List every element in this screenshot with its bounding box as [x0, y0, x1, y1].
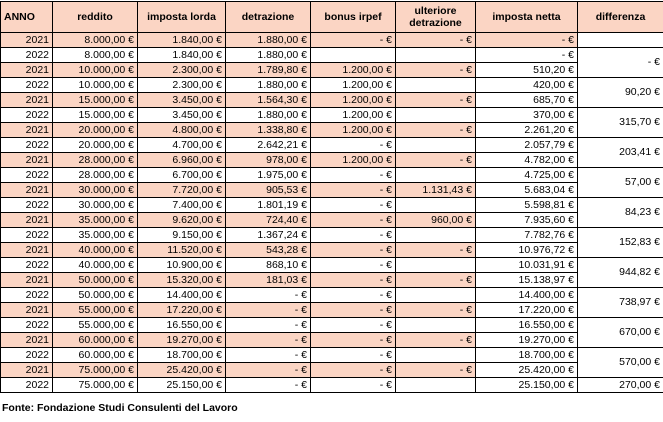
cell-reddito: 50.000,00 €: [53, 288, 138, 303]
cell-detrazione: 905,53 €: [226, 183, 311, 198]
cell-reddito: 40.000,00 €: [53, 243, 138, 258]
cell-anno: 2021: [1, 213, 53, 228]
cell-imposta-lorda: 1.840,00 €: [138, 48, 226, 63]
cell-imposta-netta: - €: [476, 33, 578, 48]
cell-anno: 2021: [1, 363, 53, 378]
cell-ulteriore-detrazione: - €: [396, 303, 476, 318]
cell-detrazione: 1.880,00 €: [226, 78, 311, 93]
cell-bonus-irpef: - €: [311, 228, 396, 243]
cell-imposta-lorda: 9.620,00 €: [138, 213, 226, 228]
cell-detrazione: 1.880,00 €: [226, 48, 311, 63]
cell-imposta-netta: 420,00 €: [476, 78, 578, 93]
cell-bonus-irpef: - €: [311, 138, 396, 153]
cell-ulteriore-detrazione: [396, 228, 476, 243]
cell-anno: 2022: [1, 198, 53, 213]
table-row: [1, 153, 663, 168]
cell-reddito: 28.000,00 €: [53, 153, 138, 168]
cell-reddito: 28.000,00 €: [53, 168, 138, 183]
cell-reddito: 60.000,00 €: [53, 348, 138, 363]
cell-detrazione: - €: [226, 363, 311, 378]
cell-anno: 2021: [1, 333, 53, 348]
cell-differenza: 152,83 €: [578, 228, 663, 258]
cell-ulteriore-detrazione: 1.131,43 €: [396, 183, 476, 198]
cell-reddito: 10.000,00 €: [53, 78, 138, 93]
cell-detrazione: 1.880,00 €: [226, 108, 311, 123]
cell-reddito: 15.000,00 €: [53, 108, 138, 123]
cell-imposta-lorda: 2.300,00 €: [138, 63, 226, 78]
source-note: Fonte: Fondazione Studi Consulenti del Lavoro: [2, 402, 238, 414]
cell-anno: 2021: [1, 33, 53, 48]
cell-imposta-netta: 4.725,00 €: [476, 168, 578, 183]
cell-differenza: 270,00 €: [578, 378, 663, 393]
cell-imposta-netta: 10.031,91 €: [476, 258, 578, 273]
cell-imposta-lorda: 4.700,00 €: [138, 138, 226, 153]
cell-reddito: 40.000,00 €: [53, 258, 138, 273]
cell-imposta-netta: 19.270,00 €: [476, 333, 578, 348]
cell-imposta-netta: 5.598,81 €: [476, 198, 578, 213]
cell-reddito: 30.000,00 €: [53, 183, 138, 198]
cell-detrazione: 868,10 €: [226, 258, 311, 273]
cell-differenza: 57,00 €: [578, 168, 663, 198]
table-row: [1, 78, 663, 93]
cell-imposta-netta: 4.782,00 €: [476, 153, 578, 168]
cell-detrazione: 543,28 €: [226, 243, 311, 258]
cell-reddito: 8.000,00 €: [53, 48, 138, 63]
cell-imposta-netta: 510,20 €: [476, 63, 578, 78]
cell-ulteriore-detrazione: - €: [396, 93, 476, 108]
cell-detrazione: - €: [226, 378, 311, 393]
cell-anno: 2021: [1, 183, 53, 198]
cell-imposta-netta: 2.261,20 €: [476, 123, 578, 138]
cell-bonus-irpef: - €: [311, 288, 396, 303]
cell-anno: 2021: [1, 303, 53, 318]
cell-imposta-lorda: 14.400,00 €: [138, 288, 226, 303]
cell-detrazione: 1.564,30 €: [226, 93, 311, 108]
cell-detrazione: 1.880,00 €: [226, 33, 311, 48]
cell-bonus-irpef: 1.200,00 €: [311, 153, 396, 168]
table-row: [1, 378, 663, 393]
cell-detrazione: 1.801,19 €: [226, 198, 311, 213]
cell-bonus-irpef: 1.200,00 €: [311, 123, 396, 138]
table-row: [1, 198, 663, 213]
cell-anno: 2022: [1, 348, 53, 363]
cell-imposta-lorda: 16.550,00 €: [138, 318, 226, 333]
cell-imposta-lorda: 15.320,00 €: [138, 273, 226, 288]
cell-ulteriore-detrazione: [396, 78, 476, 93]
table-row: [1, 303, 663, 318]
table-row: [1, 273, 663, 288]
cell-imposta-netta: 17.220,00 €: [476, 303, 578, 318]
cell-imposta-netta: 15.138,97 €: [476, 273, 578, 288]
cell-ulteriore-detrazione: - €: [396, 153, 476, 168]
table-row: [1, 138, 663, 153]
cell-reddito: 15.000,00 €: [53, 93, 138, 108]
cell-anno: 2022: [1, 378, 53, 393]
cell-ulteriore-detrazione: [396, 288, 476, 303]
cell-imposta-netta: 2.057,79 €: [476, 138, 578, 153]
header-anno: ANNO: [1, 2, 53, 33]
tax-comparison-table: [0, 1, 663, 393]
cell-imposta-lorda: 25.420,00 €: [138, 363, 226, 378]
cell-imposta-lorda: 17.220,00 €: [138, 303, 226, 318]
cell-differenza: 570,00 €: [578, 348, 663, 378]
cell-ulteriore-detrazione: [396, 138, 476, 153]
cell-bonus-irpef: - €: [311, 243, 396, 258]
cell-bonus-irpef: 1.200,00 €: [311, 78, 396, 93]
table-row: [1, 363, 663, 378]
cell-bonus-irpef: - €: [311, 318, 396, 333]
cell-bonus-irpef: - €: [311, 168, 396, 183]
cell-anno: 2021: [1, 63, 53, 78]
cell-reddito: 20.000,00 €: [53, 138, 138, 153]
cell-imposta-lorda: 3.450,00 €: [138, 108, 226, 123]
cell-ulteriore-detrazione: [396, 258, 476, 273]
cell-imposta-lorda: 7.720,00 €: [138, 183, 226, 198]
cell-imposta-netta: 370,00 €: [476, 108, 578, 123]
cell-imposta-lorda: 4.800,00 €: [138, 123, 226, 138]
cell-anno: 2022: [1, 288, 53, 303]
cell-differenza: - €: [578, 48, 663, 78]
cell-imposta-lorda: 7.400,00 €: [138, 198, 226, 213]
cell-detrazione: - €: [226, 348, 311, 363]
table-row: [1, 93, 663, 108]
cell-imposta-lorda: 3.450,00 €: [138, 93, 226, 108]
cell-imposta-netta: 25.420,00 €: [476, 363, 578, 378]
cell-bonus-irpef: - €: [311, 183, 396, 198]
cell-anno: 2022: [1, 318, 53, 333]
cell-imposta-netta: 18.700,00 €: [476, 348, 578, 363]
cell-reddito: 10.000,00 €: [53, 63, 138, 78]
cell-ulteriore-detrazione: [396, 168, 476, 183]
cell-detrazione: 1.975,00 €: [226, 168, 311, 183]
cell-anno: 2022: [1, 108, 53, 123]
cell-differenza: 84,23 €: [578, 198, 663, 228]
cell-detrazione: - €: [226, 318, 311, 333]
cell-detrazione: 2.642,21 €: [226, 138, 311, 153]
cell-ulteriore-detrazione: - €: [396, 333, 476, 348]
cell-bonus-irpef: - €: [311, 348, 396, 363]
cell-bonus-irpef: - €: [311, 273, 396, 288]
cell-differenza: 944,82 €: [578, 258, 663, 288]
cell-reddito: 75.000,00 €: [53, 378, 138, 393]
cell-imposta-netta: 5.683,04 €: [476, 183, 578, 198]
cell-detrazione: 1.367,24 €: [226, 228, 311, 243]
cell-anno: 2021: [1, 123, 53, 138]
cell-anno: 2021: [1, 243, 53, 258]
header-row: [1, 2, 663, 33]
cell-imposta-lorda: 6.700,00 €: [138, 168, 226, 183]
cell-bonus-irpef: - €: [311, 333, 396, 348]
cell-reddito: 55.000,00 €: [53, 303, 138, 318]
cell-bonus-irpef: - €: [311, 258, 396, 273]
cell-reddito: 20.000,00 €: [53, 123, 138, 138]
cell-ulteriore-detrazione: - €: [396, 243, 476, 258]
cell-anno: 2021: [1, 273, 53, 288]
table-row: [1, 243, 663, 258]
cell-ulteriore-detrazione: [396, 198, 476, 213]
cell-imposta-lorda: 1.840,00 €: [138, 33, 226, 48]
cell-bonus-irpef: - €: [311, 213, 396, 228]
table-row: [1, 63, 663, 78]
cell-detrazione: - €: [226, 303, 311, 318]
cell-ulteriore-detrazione: [396, 348, 476, 363]
cell-reddito: 60.000,00 €: [53, 333, 138, 348]
cell-anno: 2022: [1, 138, 53, 153]
cell-differenza: 670,00 €: [578, 318, 663, 348]
cell-ulteriore-detrazione: [396, 48, 476, 63]
cell-reddito: 35.000,00 €: [53, 213, 138, 228]
cell-differenza: 203,41 €: [578, 138, 663, 168]
cell-imposta-lorda: 10.900,00 €: [138, 258, 226, 273]
cell-ulteriore-detrazione: - €: [396, 273, 476, 288]
cell-bonus-irpef: - €: [311, 378, 396, 393]
table-body: [1, 33, 663, 393]
cell-differenza: 738,97 €: [578, 288, 663, 318]
cell-reddito: 50.000,00 €: [53, 273, 138, 288]
header-imposta-lorda: imposta lorda: [138, 2, 226, 33]
cell-imposta-lorda: 2.300,00 €: [138, 78, 226, 93]
cell-bonus-irpef: - €: [311, 198, 396, 213]
cell-anno: 2021: [1, 93, 53, 108]
table-row: [1, 168, 663, 183]
cell-ulteriore-detrazione: [396, 378, 476, 393]
cell-anno: 2022: [1, 48, 53, 63]
cell-imposta-lorda: 6.960,00 €: [138, 153, 226, 168]
cell-reddito: 55.000,00 €: [53, 318, 138, 333]
table-row: [1, 33, 663, 48]
cell-imposta-netta: 685,70 €: [476, 93, 578, 108]
cell-reddito: 75.000,00 €: [53, 363, 138, 378]
cell-detrazione: 181,03 €: [226, 273, 311, 288]
cell-differenza-empty: [578, 33, 663, 48]
cell-detrazione: - €: [226, 333, 311, 348]
cell-imposta-lorda: 18.700,00 €: [138, 348, 226, 363]
cell-imposta-netta: 16.550,00 €: [476, 318, 578, 333]
table-row: [1, 228, 663, 243]
cell-ulteriore-detrazione: 960,00 €: [396, 213, 476, 228]
cell-imposta-netta: 7.935,60 €: [476, 213, 578, 228]
table-row: [1, 213, 663, 228]
cell-detrazione: 978,00 €: [226, 153, 311, 168]
cell-imposta-lorda: 9.150,00 €: [138, 228, 226, 243]
cell-imposta-lorda: 25.150,00 €: [138, 378, 226, 393]
table-row: [1, 288, 663, 303]
cell-imposta-netta: 10.976,72 €: [476, 243, 578, 258]
cell-bonus-irpef: - €: [311, 303, 396, 318]
header-bonus-irpef: bonus irpef: [311, 2, 396, 33]
header-reddito: reddito: [53, 2, 138, 33]
cell-bonus-irpef: 1.200,00 €: [311, 63, 396, 78]
cell-imposta-netta: 7.782,76 €: [476, 228, 578, 243]
cell-ulteriore-detrazione: [396, 318, 476, 333]
header-imposta-netta: imposta netta: [476, 2, 578, 33]
cell-anno: 2022: [1, 258, 53, 273]
cell-detrazione: 1.338,80 €: [226, 123, 311, 138]
cell-reddito: 30.000,00 €: [53, 198, 138, 213]
cell-reddito: 35.000,00 €: [53, 228, 138, 243]
cell-imposta-lorda: 19.270,00 €: [138, 333, 226, 348]
cell-bonus-irpef: 1.200,00 €: [311, 93, 396, 108]
cell-detrazione: 1.789,80 €: [226, 63, 311, 78]
table-row: [1, 258, 663, 273]
cell-anno: 2021: [1, 153, 53, 168]
cell-differenza: 90,20 €: [578, 78, 663, 108]
table-row: [1, 183, 663, 198]
cell-ulteriore-detrazione: - €: [396, 63, 476, 78]
cell-imposta-netta: - €: [476, 48, 578, 63]
cell-bonus-irpef: - €: [311, 363, 396, 378]
header-ulteriore-detrazione: ulteriore detrazione: [396, 2, 476, 33]
cell-anno: 2022: [1, 228, 53, 243]
cell-ulteriore-detrazione: - €: [396, 363, 476, 378]
cell-imposta-netta: 14.400,00 €: [476, 288, 578, 303]
cell-ulteriore-detrazione: [396, 108, 476, 123]
table-row: [1, 123, 663, 138]
cell-reddito: 8.000,00 €: [53, 33, 138, 48]
table-row: [1, 333, 663, 348]
cell-imposta-netta: 25.150,00 €: [476, 378, 578, 393]
cell-anno: 2022: [1, 78, 53, 93]
cell-detrazione: 724,40 €: [226, 213, 311, 228]
cell-imposta-lorda: 11.520,00 €: [138, 243, 226, 258]
cell-ulteriore-detrazione: - €: [396, 123, 476, 138]
table-row: [1, 48, 663, 63]
cell-bonus-irpef: [311, 48, 396, 63]
header-differenza: differenza: [578, 2, 663, 33]
cell-detrazione: - €: [226, 288, 311, 303]
table-row: [1, 108, 663, 123]
table-row: [1, 348, 663, 363]
table-row: [1, 318, 663, 333]
header-detrazione: detrazione: [226, 2, 311, 33]
cell-ulteriore-detrazione: - €: [396, 33, 476, 48]
cell-anno: 2022: [1, 168, 53, 183]
cell-bonus-irpef: 1.200,00 €: [311, 108, 396, 123]
cell-bonus-irpef: - €: [311, 33, 396, 48]
cell-differenza: 315,70 €: [578, 108, 663, 138]
